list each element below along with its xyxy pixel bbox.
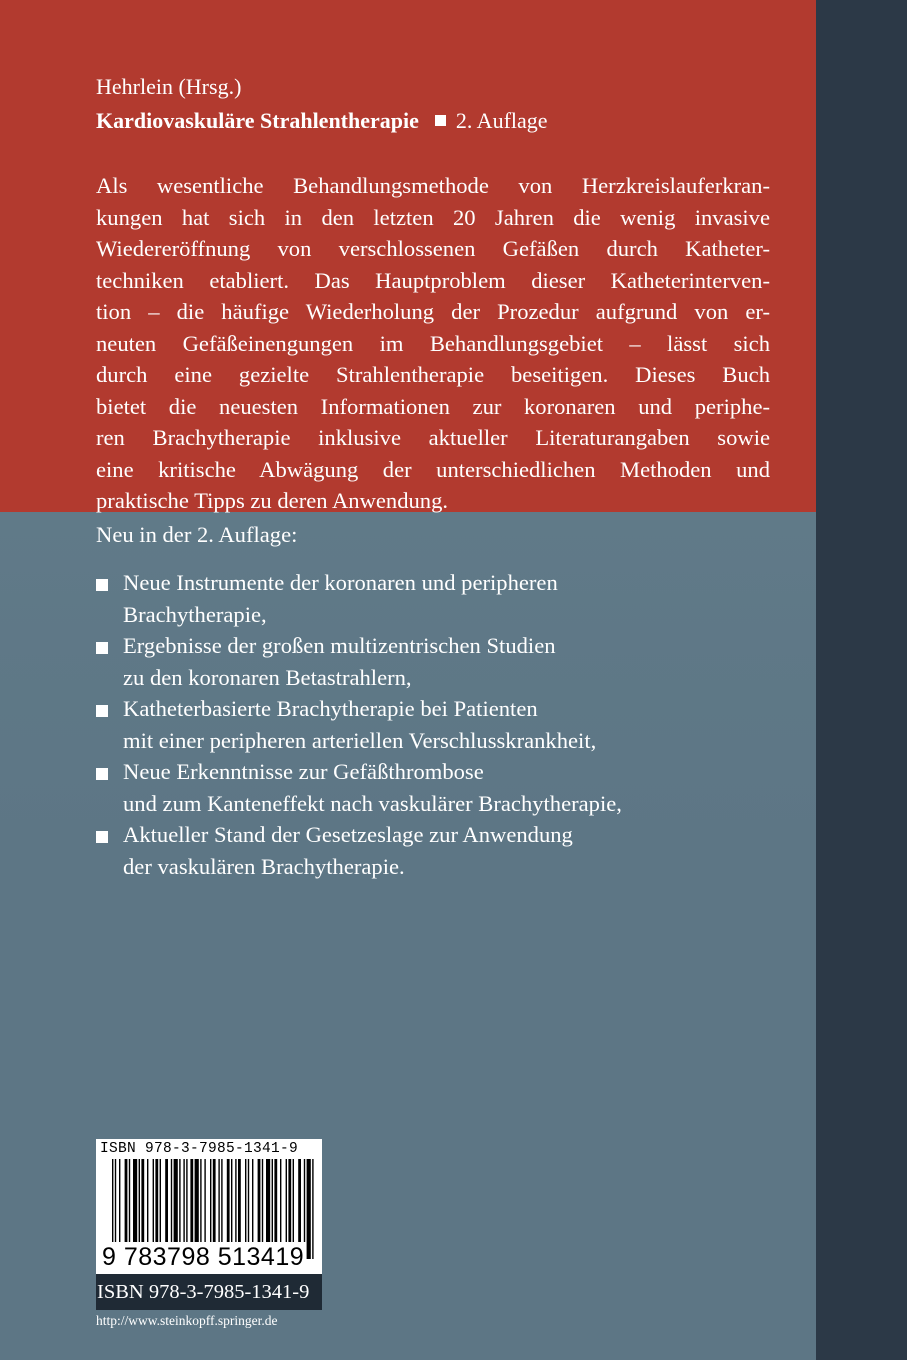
blurb-line: Als wesentliche Behandlungsmethode von Herzkreislauferkran- <box>96 173 770 198</box>
list-item-line: Ergebnisse der großen multizentrischen Studien <box>123 633 556 658</box>
list-item-line: zu den koronaren Betastrahlern, <box>123 664 412 690</box>
blurb-line: praktische Tipps zu deren Anwendung. <box>96 488 449 513</box>
blurb-line: bietet die neuesten Informationen zur koronaren und periphe- <box>96 393 770 419</box>
author-editor: Hehrlein (Hrsg.) <box>96 74 242 99</box>
book-spine <box>816 0 907 1360</box>
blurb-text <box>96 170 770 517</box>
isbn-barcode-label: ISBN 978-3-7985-1341-9 <box>100 1141 299 1157</box>
list-item-line: mit einer peripheren arteriellen Verschlusskrankheit, <box>123 727 597 753</box>
square-bullet-icon <box>435 115 446 126</box>
title-line <box>96 108 548 134</box>
square-bullet-icon <box>96 831 108 843</box>
blurb-line: neuten Gefäßeinengungen im Behandlungsgebiet – lässt sich <box>96 330 770 356</box>
list-item <box>96 756 736 819</box>
blurb-line: techniken etabliert. Das Hauptproblem dieser Katheterinterven- <box>96 267 770 293</box>
list-item-line: Brachytherapie, <box>123 601 267 627</box>
new-edition-heading: Neu in der 2. Auflage: <box>96 522 298 547</box>
edition-label: 2. Auflage <box>455 108 548 133</box>
isbn-label: ISBN 978-3-7985-1341-9 <box>96 1274 322 1310</box>
book-title: Kardiovaskuläre Strahlentherapie <box>96 108 419 133</box>
list-item-line: Katheterbasierte Brachytherapie bei Patienten <box>123 696 538 721</box>
blurb-line: eine kritische Abwägung der unterschiedlichen Methoden und <box>96 456 770 482</box>
blurb-line: durch eine gezielte Strahlentherapie beseitigen. Dieses Buch <box>96 362 770 387</box>
square-bullet-icon <box>96 768 108 780</box>
barcode-digits: 9 783798 513419 <box>102 1243 305 1271</box>
description-panel <box>0 0 816 512</box>
list-item <box>96 630 736 693</box>
list-item-line: Neue Instrumente der koronaren und peripheren <box>123 570 558 595</box>
publisher-url: http://www.steinkopff.springer.de <box>96 1313 278 1328</box>
new-features-list <box>96 567 736 882</box>
blurb-line: ren Brachytherapie inklusive aktueller Literaturangaben sowie <box>96 425 770 450</box>
blurb-line: Wiedereröffnung von verschlossenen Gefäßen durch Katheter- <box>96 236 770 261</box>
square-bullet-icon <box>96 642 108 654</box>
list-item <box>96 819 736 882</box>
list-item-line: Aktueller Stand der Gesetzeslage zur Anwendung <box>123 822 573 847</box>
list-item-line: Neue Erkenntnisse zur Gefäßthrombose <box>123 759 484 784</box>
list-item-line: und zum Kanteneffekt nach vaskulärer Brachytherapie, <box>123 790 622 816</box>
barcode <box>96 1139 322 1274</box>
list-item <box>96 693 736 756</box>
square-bullet-icon <box>96 579 108 591</box>
list-item <box>96 567 736 630</box>
list-item-line: der vaskulären Brachytherapie. <box>123 853 405 879</box>
blurb-line: tion – die häufige Wiederholung der Prozedur aufgrund von er- <box>96 299 770 324</box>
square-bullet-icon <box>96 705 108 717</box>
blurb-line: kungen hat sich in den letzten 20 Jahren die wenig invasive <box>96 204 770 230</box>
